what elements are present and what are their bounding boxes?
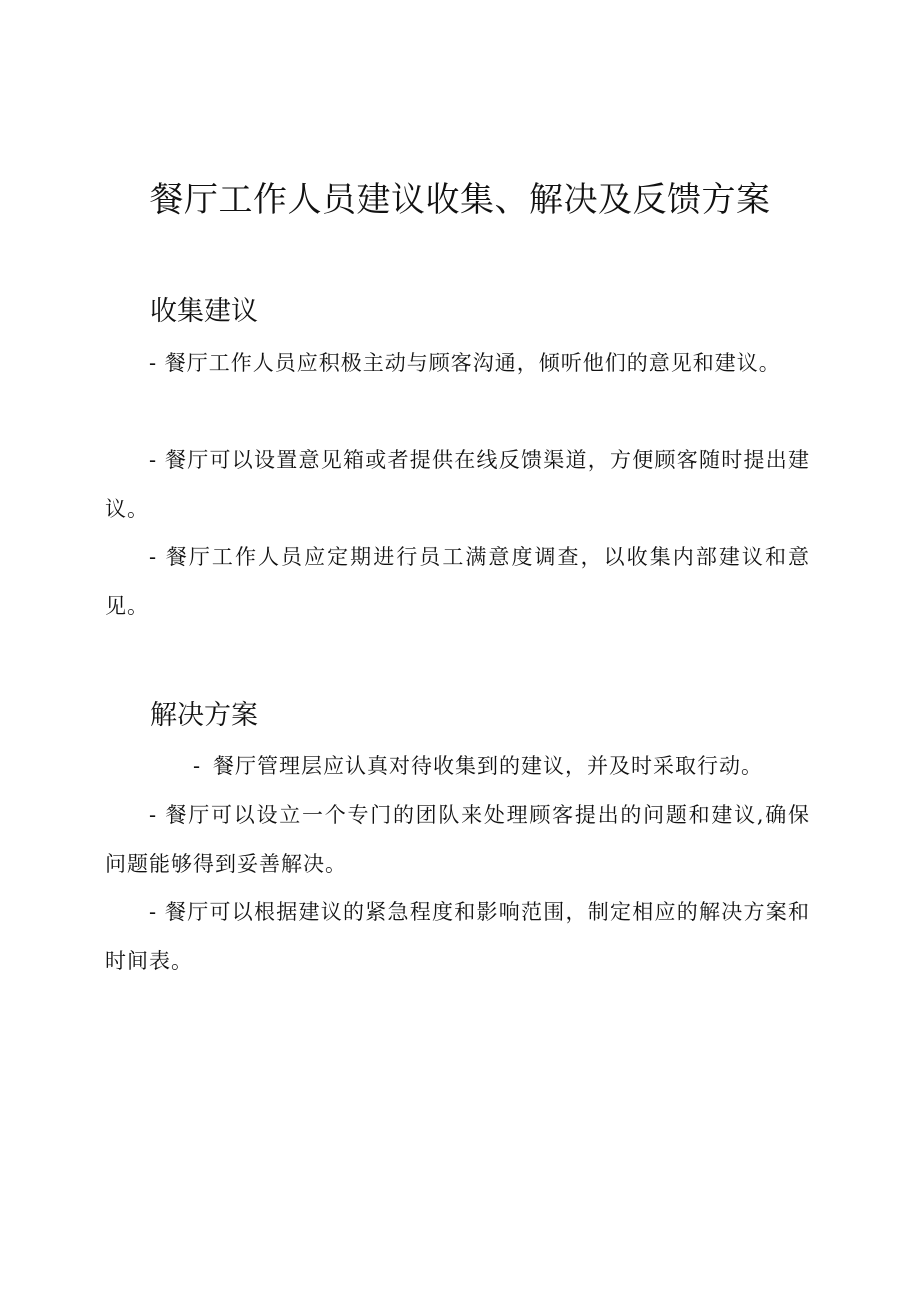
paragraph-solution-2: - 餐厅可以设立一个专门的团队来处理顾客提出的问题和建议,确保问题能够得到妥善解决。 xyxy=(105,803,810,876)
paragraph-solution-1 xyxy=(105,742,810,791)
document-title: 餐厅工作人员建议收集、解决及反馈方案 xyxy=(149,180,771,220)
paragraph-collect-1: - 餐厅工作人员应积极主动与顾客沟通，倾听他们的意见和建议。 xyxy=(149,351,781,375)
paragraph-collect-3: - 餐厅工作人员应定期进行员工满意度调查，以收集内部建议和意见。 xyxy=(105,545,810,618)
list-dash: - xyxy=(193,754,202,778)
paragraph-solution-3: - 餐厅可以根据建议的紧急程度和影响范围，制定相应的解决方案和时间表。 xyxy=(105,900,810,973)
paragraph-solution-1-text: 餐厅管理层应认真对待收集到的建议，并及时采取行动。 xyxy=(213,754,763,778)
section-heading-collect: 收集建议 xyxy=(150,296,258,327)
paragraph-collect-2: - 餐厅可以设置意见箱或者提供在线反馈渠道，方便顾客随时提出建议。 xyxy=(105,448,810,521)
section-heading-solution: 解决方案 xyxy=(150,700,258,731)
